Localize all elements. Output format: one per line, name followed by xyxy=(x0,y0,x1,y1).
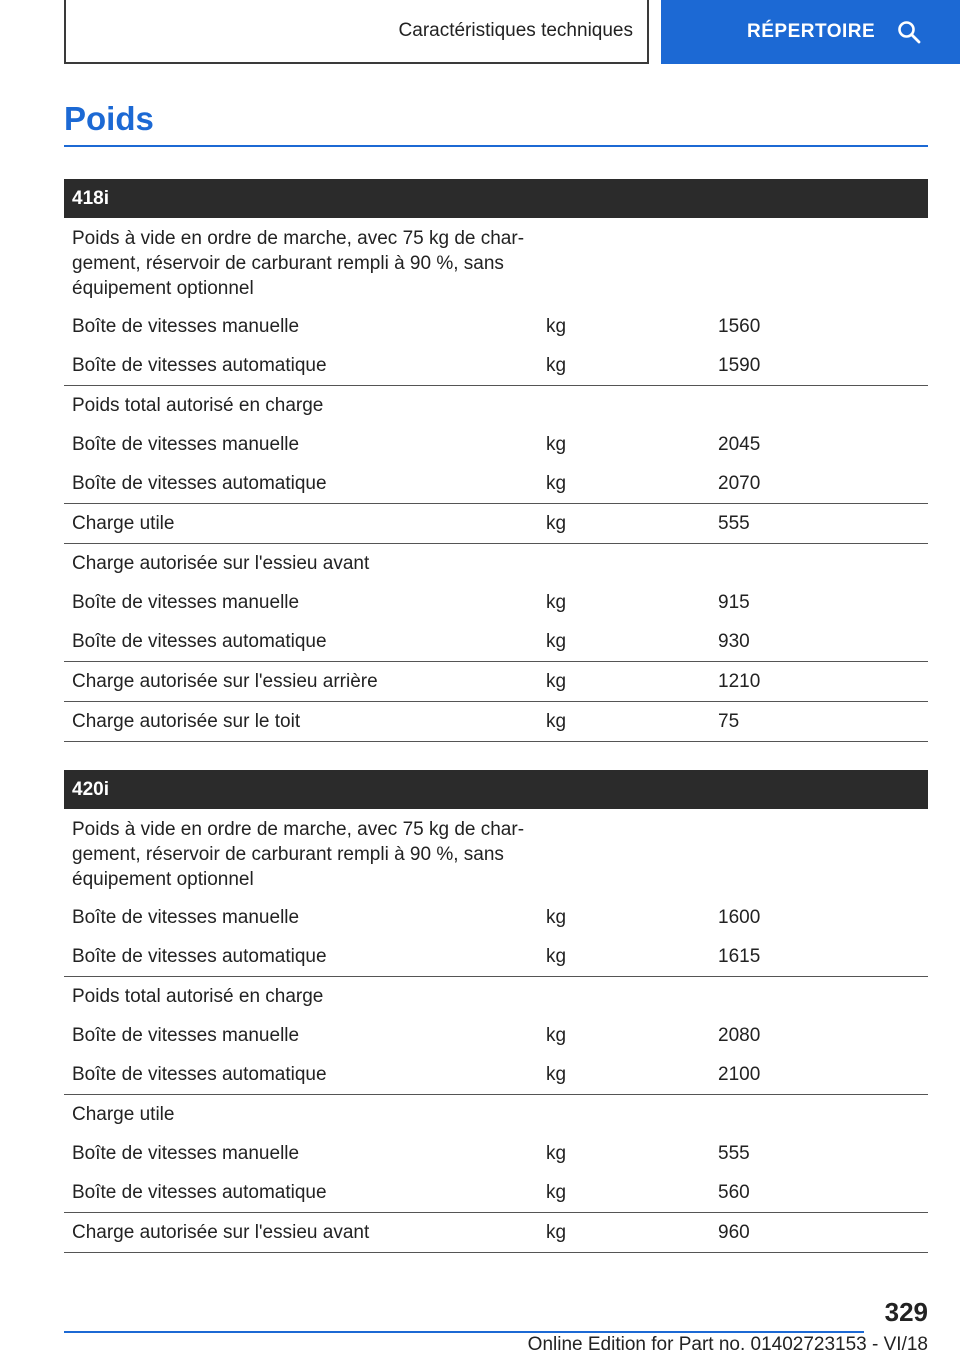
table-row xyxy=(64,937,928,976)
table-row-group xyxy=(64,977,928,1095)
row-label: Charge utile xyxy=(72,1103,175,1125)
row-value: 1560 xyxy=(718,315,761,337)
row-label: Boîte de vitesses manuelle xyxy=(72,1024,300,1046)
row-unit: kg xyxy=(546,1181,567,1203)
row-value: 2100 xyxy=(718,1063,761,1085)
table-row-group xyxy=(64,386,928,504)
table-row xyxy=(64,504,928,543)
row-unit: kg xyxy=(546,512,567,534)
table-row xyxy=(64,218,928,307)
row-value: 2080 xyxy=(718,1024,761,1046)
row-value: 1210 xyxy=(718,670,761,692)
row-label: Charge autorisée sur l'essieu avant xyxy=(72,552,370,574)
row-label: Boîte de vitesses automatique xyxy=(72,945,327,967)
table-row-group xyxy=(64,1095,928,1213)
footer-divider xyxy=(64,1331,864,1333)
row-unit: kg xyxy=(546,1142,567,1164)
row-unit: kg xyxy=(546,354,567,376)
table-row-group xyxy=(64,218,928,386)
spec-table xyxy=(64,179,928,742)
index-button[interactable] xyxy=(661,0,960,64)
row-unit: kg xyxy=(546,710,567,732)
table-row xyxy=(64,1213,928,1252)
table-header-model: 420i xyxy=(64,770,928,809)
table-row xyxy=(64,622,928,661)
table-header-model: 418i xyxy=(64,179,928,218)
row-value: 2045 xyxy=(718,433,761,455)
row-label: Boîte de vitesses automatique xyxy=(72,1063,327,1085)
section-title-label: Caractéristiques techniques xyxy=(398,20,633,41)
row-value: 1590 xyxy=(718,354,761,376)
row-value: 915 xyxy=(718,591,750,613)
row-value: 2070 xyxy=(718,472,761,494)
row-unit: kg xyxy=(546,433,567,455)
table-row xyxy=(64,977,928,1016)
row-label: Boîte de vitesses manuelle xyxy=(72,591,300,613)
row-unit: kg xyxy=(546,1221,567,1243)
table-row xyxy=(64,1055,928,1094)
row-label: Charge autorisée sur l'essieu arrière xyxy=(72,670,378,692)
page-number: 329 xyxy=(884,1297,928,1327)
row-unit: kg xyxy=(546,472,567,494)
row-value: 930 xyxy=(718,630,750,652)
row-label: Poids total autorisé en charge xyxy=(72,985,324,1007)
row-label: Boîte de vitesses automatique xyxy=(72,354,327,376)
row-unit: kg xyxy=(546,906,567,928)
table-row xyxy=(64,1016,928,1055)
row-unit: kg xyxy=(546,945,567,967)
table-row-group xyxy=(64,809,928,977)
row-unit: kg xyxy=(546,591,567,613)
table-row xyxy=(64,307,928,346)
spec-table xyxy=(64,770,928,1253)
row-value: 555 xyxy=(718,512,750,534)
row-value: 555 xyxy=(718,1142,750,1164)
row-unit: kg xyxy=(546,630,567,652)
row-unit: kg xyxy=(546,670,567,692)
table-row xyxy=(64,898,928,937)
table-row xyxy=(64,544,928,583)
table-row-group xyxy=(64,1213,928,1253)
table-row-group xyxy=(64,662,928,702)
row-unit: kg xyxy=(546,1024,567,1046)
section-title[interactable] xyxy=(64,0,649,64)
row-unit: kg xyxy=(546,315,567,337)
row-label: Boîte de vitesses manuelle xyxy=(72,1142,300,1164)
row-label: Poids à vide en ordre de marche, avec 75 kg de char- gement, réservoir de carburant rempli à 90 %, sans équipement optionnel xyxy=(72,228,525,299)
row-label: Charge utile xyxy=(72,512,175,534)
table-row xyxy=(64,702,928,741)
table-row xyxy=(64,425,928,464)
table-row-group xyxy=(64,702,928,742)
row-unit: kg xyxy=(546,1063,567,1085)
row-label: Boîte de vitesses manuelle xyxy=(72,906,300,928)
row-label: Boîte de vitesses manuelle xyxy=(72,433,300,455)
row-label: Boîte de vitesses automatique xyxy=(72,472,327,494)
row-value: 1600 xyxy=(718,906,761,928)
table-row xyxy=(64,1095,928,1134)
table-row xyxy=(64,346,928,385)
row-label: Charge autorisée sur le toit xyxy=(72,710,301,732)
footer-text: Online Edition for Part no. 01402723153 - VI/18 xyxy=(527,1334,928,1355)
table-row xyxy=(64,809,928,898)
search-icon xyxy=(897,20,921,44)
table-row xyxy=(64,662,928,701)
row-label: Boîte de vitesses automatique xyxy=(72,1181,327,1203)
row-label: Poids total autorisé en charge xyxy=(72,394,324,416)
table-row xyxy=(64,386,928,425)
table-row xyxy=(64,583,928,622)
index-label: RÉPERTOIRE xyxy=(747,21,876,42)
row-value: 960 xyxy=(718,1221,750,1243)
row-value: 75 xyxy=(718,710,740,732)
page-title: Poids xyxy=(64,100,154,137)
table-row-group xyxy=(64,544,928,662)
row-value: 1615 xyxy=(718,945,761,967)
title-divider xyxy=(64,145,928,147)
row-label: Poids à vide en ordre de marche, avec 75 kg de char- gement, réservoir de carburant rempli à 90 %, sans équipement optionnel xyxy=(72,819,525,890)
table-row xyxy=(64,464,928,503)
row-label: Charge autorisée sur l'essieu avant xyxy=(72,1221,370,1243)
table-row xyxy=(64,1173,928,1212)
row-value: 560 xyxy=(718,1181,750,1203)
row-label: Boîte de vitesses manuelle xyxy=(72,315,300,337)
row-label: Boîte de vitesses automatique xyxy=(72,630,327,652)
table-row xyxy=(64,1134,928,1173)
table-row-group xyxy=(64,504,928,544)
